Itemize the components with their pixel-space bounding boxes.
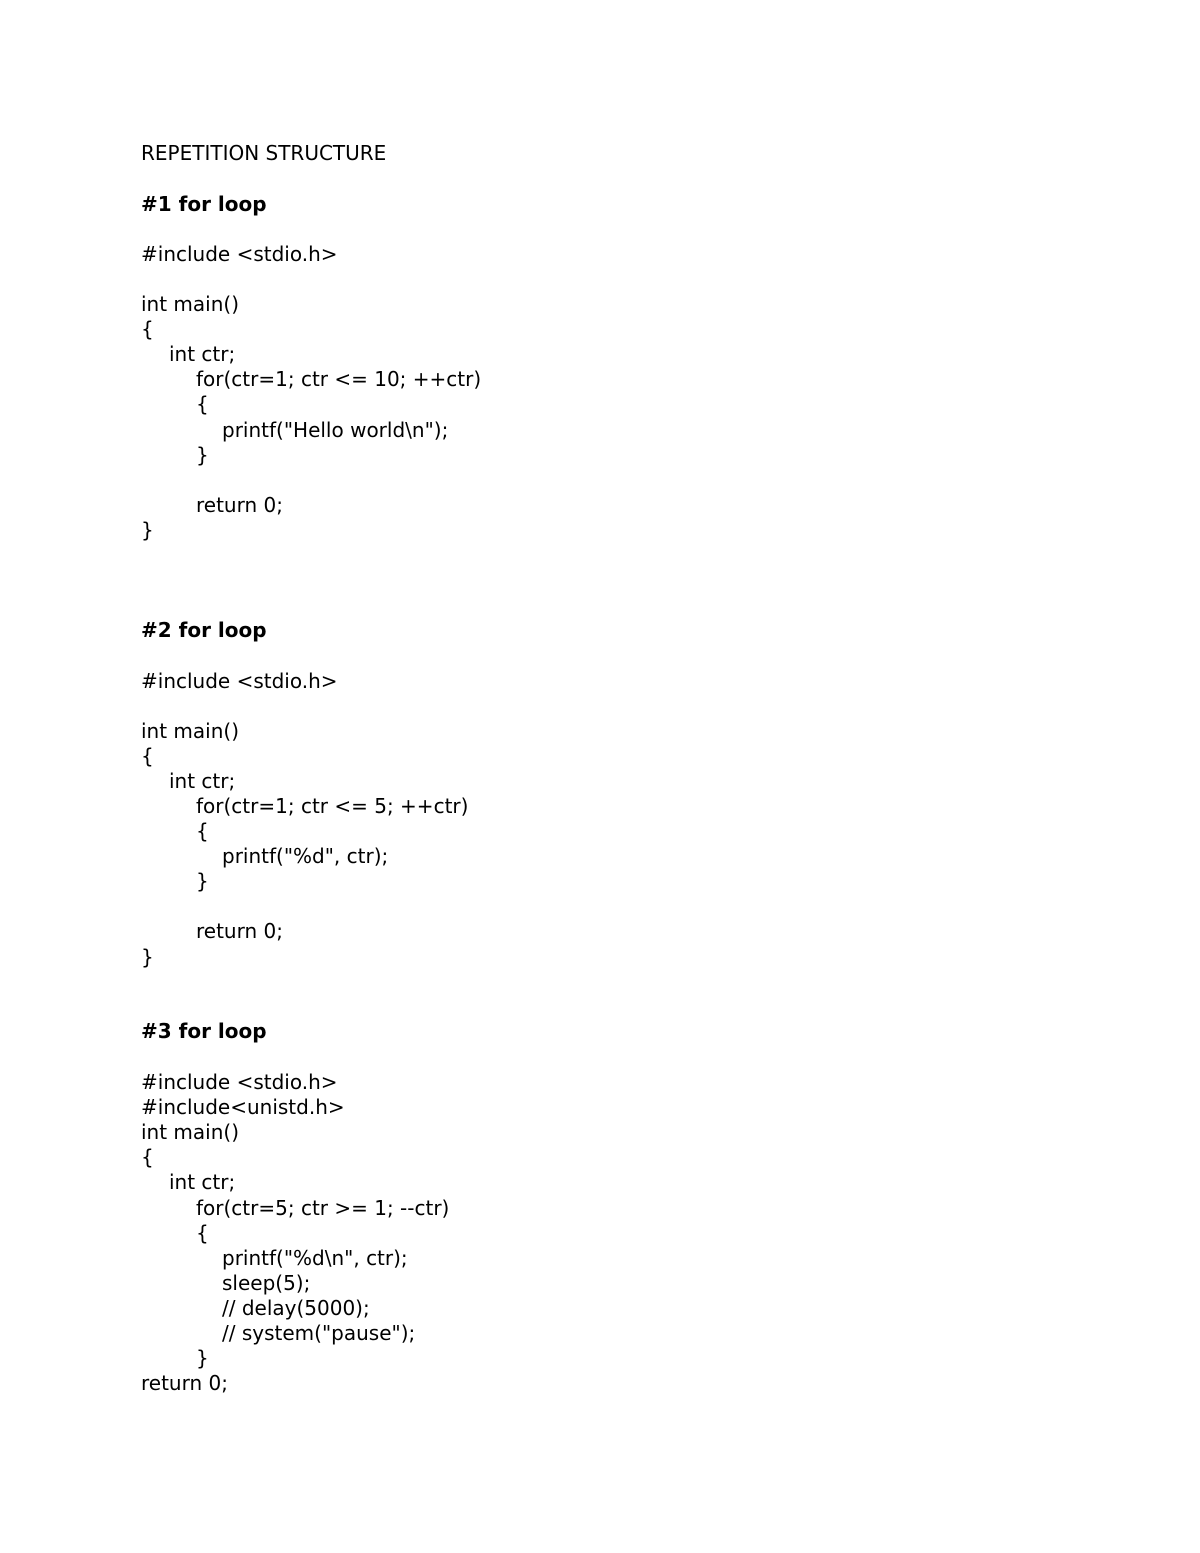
code-line: } [196,1346,209,1370]
code-line: #include <stdio.h> [141,1070,338,1094]
section-heading: #1 for loop [141,192,267,216]
code-line: printf("%d\n", ctr); [222,1246,408,1270]
code-line: #include<unistd.h> [141,1095,345,1119]
code-line: int ctr; [169,1170,236,1194]
code-line: // delay(5000); [222,1296,370,1320]
code-line: for(ctr=5; ctr >= 1; --ctr) [196,1196,450,1220]
code-line: return 0; [141,1371,228,1395]
code-line: return 0; [196,919,283,943]
page-title: REPETITION STRUCTURE [141,141,387,165]
code-line: int ctr; [169,342,236,366]
code-line: #include <stdio.h> [141,669,338,693]
code-line: int main() [141,292,240,316]
code-line: return 0; [196,493,283,517]
code-line: { [196,392,209,416]
code-line: // system("pause"); [222,1321,416,1345]
code-line: for(ctr=1; ctr <= 10; ++ctr) [196,367,482,391]
code-line: int ctr; [169,769,236,793]
code-line: printf("%d", ctr); [222,844,389,868]
code-line: #include <stdio.h> [141,242,338,266]
code-line: int main() [141,719,240,743]
code-line: int main() [141,1120,240,1144]
code-line: { [196,1221,209,1245]
code-line: } [196,443,209,467]
code-line: } [196,869,209,893]
code-line: { [141,744,154,768]
code-line: } [141,518,154,542]
section-heading: #2 for loop [141,618,267,642]
code-line: printf("Hello world\n"); [222,418,449,442]
code-line: for(ctr=1; ctr <= 5; ++ctr) [196,794,469,818]
section-heading: #3 for loop [141,1019,267,1043]
code-line: { [141,317,154,341]
code-line: { [141,1145,154,1169]
code-line: } [141,945,154,969]
code-line: sleep(5); [222,1271,311,1295]
code-line: { [196,819,209,843]
